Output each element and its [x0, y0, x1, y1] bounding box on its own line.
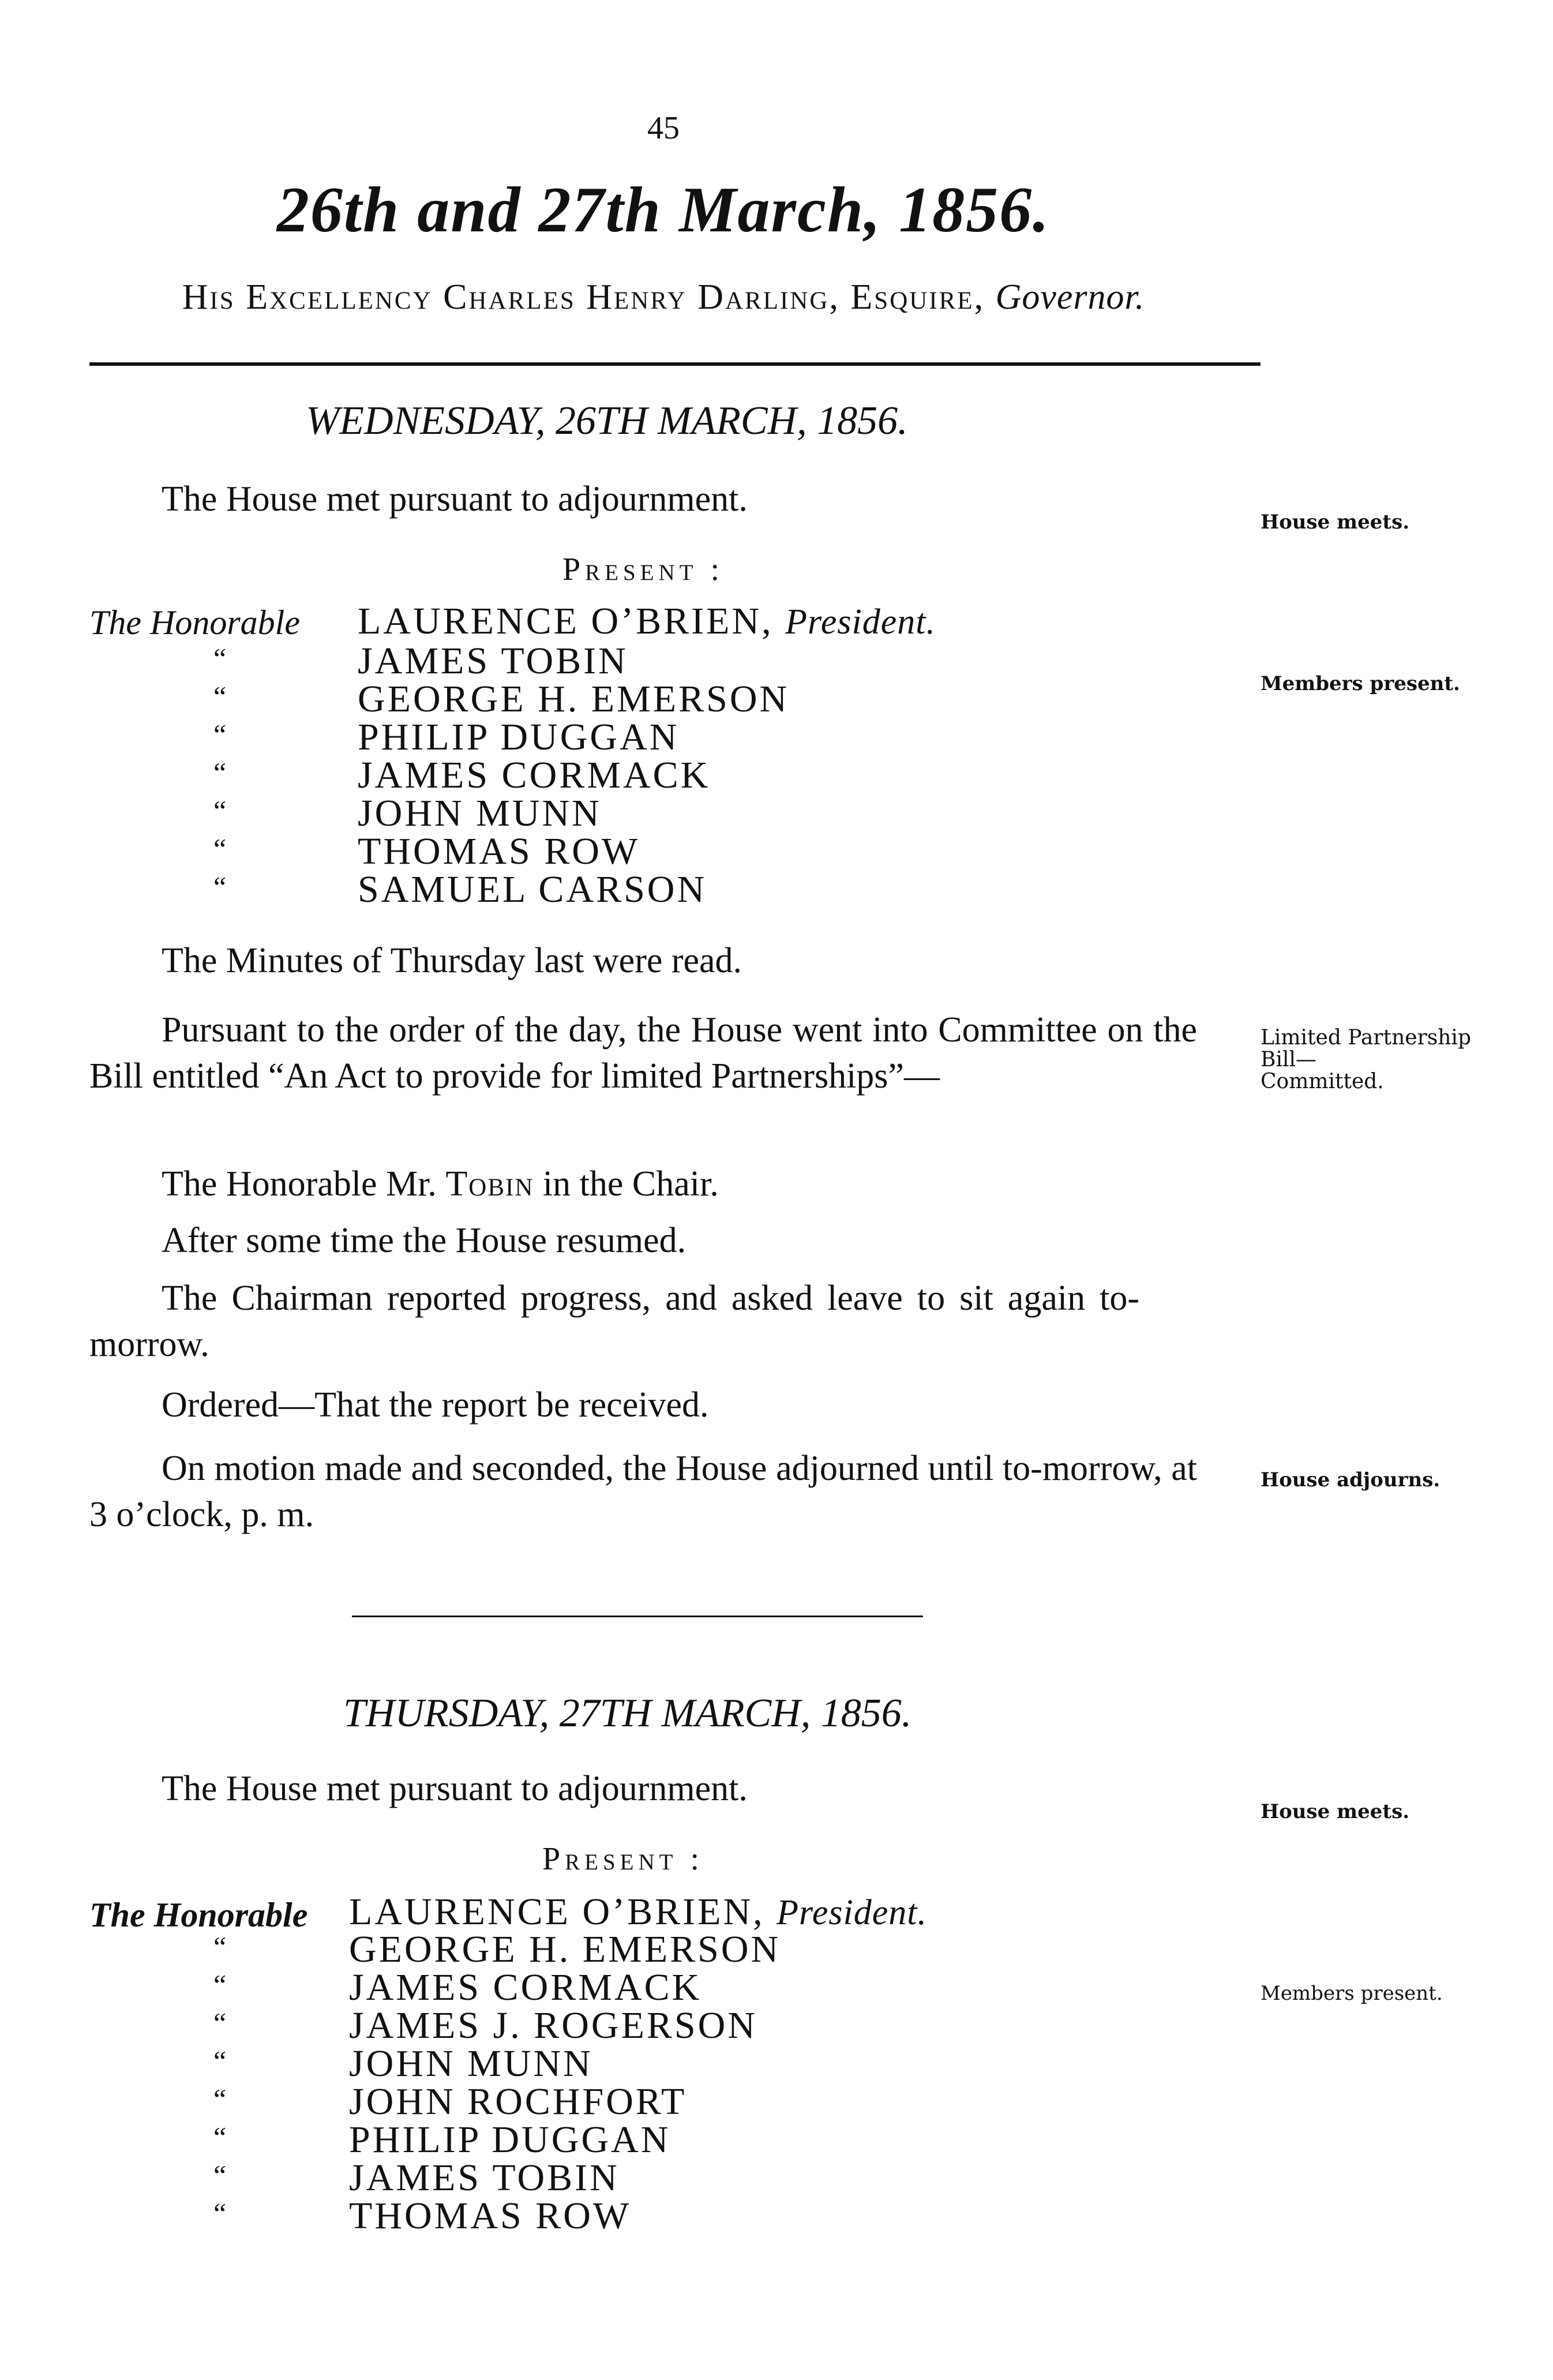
governor-title: Governor. [995, 278, 1145, 317]
member-name: THOMAS ROW [358, 830, 640, 872]
day-name: THURSDAY, [343, 1691, 550, 1736]
member-name: JAMES TOBIN [358, 640, 628, 682]
bill-note-line: Bill— [1261, 1048, 1316, 1071]
margin-note-bill-committed [1261, 1027, 1471, 1093]
day-date: 27TH MARCH, 1856. [559, 1691, 912, 1736]
present-label: Present : [562, 552, 725, 587]
day-name: WEDNESDAY, [306, 399, 546, 443]
house-met-line: The House met pursuant to adjournment. [162, 1769, 748, 1808]
margin-note-members-present: Members present. [1261, 672, 1460, 695]
member-name: JOHN MUNN [358, 792, 602, 834]
honorable-label: The Honorable [89, 604, 300, 642]
ditto-mark: “ [213, 2007, 227, 2039]
president-label: President. [785, 602, 936, 642]
day-heading-thursday [343, 1691, 911, 1737]
header-rule [89, 362, 1261, 366]
governor-line [0, 277, 1327, 318]
member-name: JAMES J. ROGERSON [349, 2004, 757, 2047]
ditto-mark: “ [213, 833, 227, 865]
date-heading: 26th and 27th March, 1856. [276, 174, 1051, 246]
governor-name: His Excellency Charles Henry Darling, Esquire, [182, 278, 985, 317]
ditto-mark: “ [213, 2159, 227, 2191]
chair-name: Tobin [445, 1164, 534, 1204]
margin-note-house-meets: House meets. [1261, 1800, 1410, 1823]
ditto-mark: “ [213, 2197, 227, 2229]
bill-note-line: Committed. [1261, 1070, 1384, 1093]
chair-pre: The Honorable Mr. [162, 1164, 437, 1204]
member-name-text: LAURENCE O’BRIEN, [358, 600, 774, 642]
ditto-mark: “ [213, 680, 227, 713]
margin-note-house-meets: House meets. [1261, 511, 1410, 534]
ditto-mark: “ [213, 718, 227, 751]
member-name: PHILIP DUGGAN [349, 2119, 671, 2161]
ditto-mark: “ [213, 794, 227, 827]
minutes-line: The Minutes of Thursday last were read. [162, 941, 742, 980]
member-name: JOHN MUNN [349, 2042, 593, 2085]
member-name: JAMES CORMACK [349, 1966, 702, 2008]
pursuant-paragraph: Pursuant to the order of the day, the House went into Committee on the Bill entitled “An Act to provide for limited Partnerships”— [89, 1010, 1197, 1096]
member-name: GEORGE H. EMERSON [358, 678, 790, 720]
ditto-mark: “ [213, 756, 227, 789]
resumed-line: After some time the House resumed. [162, 1221, 687, 1260]
member-name [358, 602, 936, 642]
ditto-mark: “ [213, 1931, 227, 1963]
ditto-mark: “ [213, 1969, 227, 2001]
house-met-line: The House met pursuant to adjournment. [162, 479, 748, 519]
president-label: President. [776, 1893, 927, 1932]
motion-paragraph: On motion made and seconded, the House adjourned until to-morrow, at 3 o’clock, p. m. [89, 1449, 1197, 1534]
present-label: Present : [542, 1841, 704, 1877]
ditto-mark: “ [213, 2121, 227, 2153]
margin-note-house-adjourns: House adjourns. [1261, 1468, 1441, 1491]
margin-note-members-present: Members present. [1261, 1982, 1443, 2005]
member-name: JAMES TOBIN [349, 2157, 620, 2199]
member-name: THOMAS ROW [349, 2195, 632, 2237]
ditto-mark: “ [213, 2083, 227, 2115]
member-name: JAMES CORMACK [358, 754, 711, 796]
member-name: SAMUEL CARSON [358, 868, 707, 910]
day-heading-wednesday [306, 398, 908, 444]
page-number: 45 [647, 110, 680, 146]
chairman-paragraph: The Chairman reported progress, and asked leave to sit again to-morrow. [89, 1279, 1139, 1364]
member-name: PHILIP DUGGAN [358, 716, 680, 758]
member-name: JOHN ROCHFORT [349, 2081, 687, 2123]
member-name-text: LAURENCE O’BRIEN, [349, 1891, 765, 1933]
ditto-mark: “ [213, 2045, 227, 2077]
honorable-label: The Honorable [89, 1896, 308, 1934]
chair-post: in the Chair. [542, 1164, 719, 1204]
member-name: GEORGE H. EMERSON [349, 1928, 781, 1970]
member-name [349, 1892, 927, 1932]
bill-note-line: Limited Partnership [1261, 1026, 1471, 1050]
section-divider [352, 1616, 923, 1617]
ordered-line: Ordered—That the report be received. [162, 1385, 709, 1425]
chair-line [162, 1161, 719, 1207]
ditto-mark: “ [213, 871, 227, 903]
day-date: 26TH MARCH, 1856. [556, 399, 908, 443]
ditto-mark: “ [213, 642, 227, 674]
